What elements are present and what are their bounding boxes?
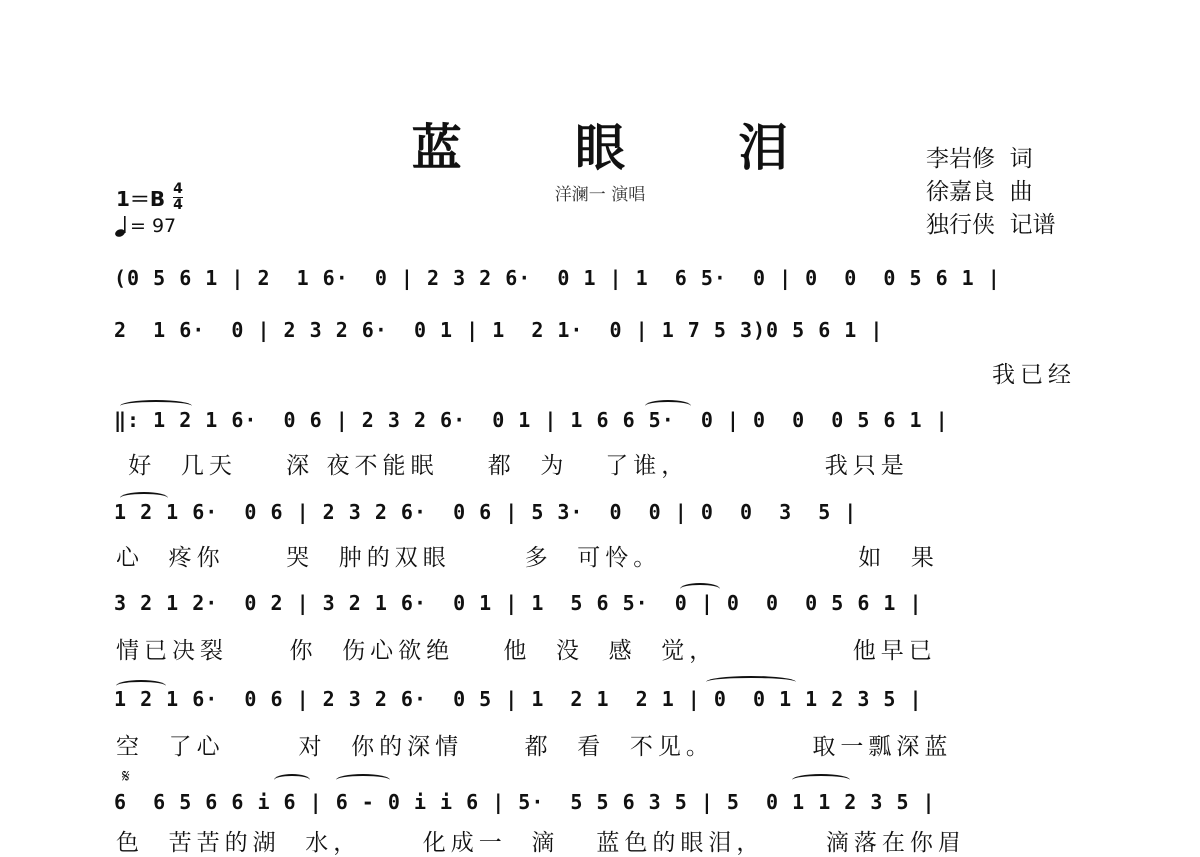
lyrics-line-2: 我已经 bbox=[992, 362, 1076, 388]
slur-mark bbox=[680, 583, 720, 595]
key-signature bbox=[116, 182, 183, 212]
slur-mark bbox=[120, 400, 192, 412]
lyrics-line-7: 色 苦苦的湖 水， 化成一 滴 蓝色的眼泪， 滴落在你眉 bbox=[116, 830, 966, 856]
tempo-value: = 97 bbox=[130, 215, 177, 237]
lyrics-line-3: 好 几天 深 夜不能眠 都 为 了谁， 我只是 bbox=[116, 453, 909, 479]
score-line-4: 1 2 1 6· 0 6 | 2 3 2 6· 0 6 | 5 3· 0 0 | 0 0 3 5 | bbox=[114, 500, 858, 524]
score-line-5: 3 2 1 2· 0 2 | 3 2 1 6· 0 1 | 1 5 6 5· 0 | 0 0 0 5 6 1 | bbox=[114, 591, 923, 615]
tempo-marking bbox=[114, 214, 176, 238]
credits-block bbox=[926, 143, 1056, 242]
composer-credit: 徐嘉良 曲 bbox=[926, 179, 1033, 205]
lyrics-line-5: 情已决裂 你 伤心欲绝 他 没 感 觉， 他早已 bbox=[116, 638, 937, 664]
slur-mark bbox=[274, 774, 310, 786]
slur-mark bbox=[116, 680, 166, 692]
score-line-6: 1 2 1 6· 0 6 | 2 3 2 6· 0 5 | 1 2 1 2 1 | 0 0 1 1 2 3 5 | bbox=[114, 687, 923, 711]
slur-mark bbox=[706, 676, 796, 688]
lyricist-credit: 李岩修 词 bbox=[926, 146, 1033, 172]
slur-mark bbox=[792, 774, 850, 786]
transcriber-credit: 独行侠 记谱 bbox=[926, 212, 1056, 238]
time-signature-top: 4 bbox=[173, 181, 183, 197]
time-signature bbox=[173, 182, 183, 212]
score-line-3: ‖: 1 2 1 6· 0 6 | 2 3 2 6· 0 1 | 1 6 6 5· 0 | 0 0 0 5 6 1 | bbox=[114, 408, 949, 432]
song-title: 蓝 眼 泪 bbox=[411, 118, 837, 177]
time-signature-bottom: 4 bbox=[173, 197, 183, 213]
quarter-note-icon bbox=[114, 214, 128, 238]
lyrics-line-4: 心 疼你 哭 肿的双眼 多 可怜。 如 果 bbox=[116, 545, 939, 571]
slur-mark bbox=[120, 492, 168, 504]
score-line-7: 6 6 5 6 6 i 6 | 6 - 0 i i 6 | 5· 5 5 6 3 5 | 5 0 1 1 2 3 5 | bbox=[114, 790, 936, 814]
lyrics-line-6: 空 了心 对 你的深情 都 看 不见。 取一瓢深蓝 bbox=[116, 734, 953, 760]
key-label: 1＝B bbox=[116, 186, 166, 211]
score-line-1: (0 5 6 1 | 2 1 6· 0 | 2 3 2 6· 0 1 | 1 6 5· 0 | 0 0 0 5 6 1 | bbox=[114, 266, 1001, 290]
segno-sign: 𝄋 bbox=[122, 766, 130, 787]
slur-mark bbox=[336, 774, 390, 786]
score-line-2: 2 1 6· 0 | 2 3 2 6· 0 1 | 1 2 1· 0 | 1 7 5 3)0 5 6 1 | bbox=[114, 318, 884, 342]
slur-mark bbox=[645, 400, 691, 412]
performer-credit: 洋澜一 演唱 bbox=[554, 185, 646, 205]
